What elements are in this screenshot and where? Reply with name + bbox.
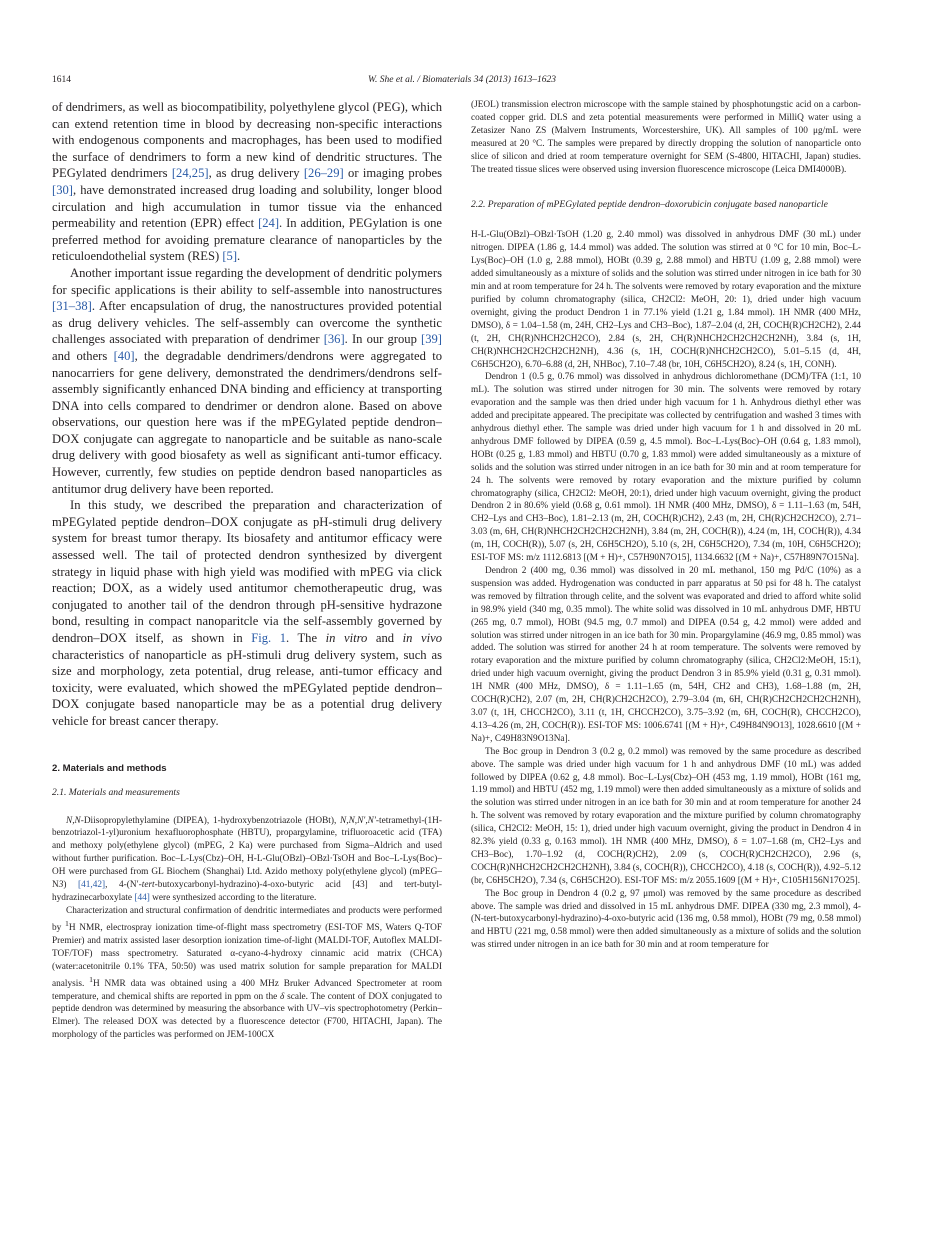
citation-link[interactable]: [40] bbox=[113, 348, 135, 363]
citation-link[interactable]: [39] bbox=[421, 332, 442, 347]
citation-link[interactable]: [44] bbox=[134, 893, 150, 903]
paragraph-characterization-continued: (JEOL) transmission electron microscope with the sample stained by phosphotungstic acid on a carbon-coated copper grid. DLS and zeta potential measurements were performed in MilliQ water using a Zetasizer Nano ZS (Malvern Instruments, Worcestershire, UK). All samples of 100 μg/mL were measured at 20 °C. The samples were prepared by directly dropping the solution of nanoparticle onto slice of silicon and dried at room temperature overnight for SEM (S-4800, HITACHI, Japan) studies. The treated tissue slices were observed using inversion fluorescence microscope (Leica DMI4000B). bbox=[471, 100, 861, 175]
subsection-heading: 2.1. Materials and measurements bbox=[52, 786, 180, 798]
running-header bbox=[52, 73, 872, 87]
journal-citation: W. She et al. / Biomaterials 34 (2013) 1613–1623 bbox=[367, 75, 557, 85]
page-number: 1614 bbox=[52, 75, 71, 85]
paragraph-dendron-3: Dendron 2 (400 mg, 0.36 mmol) was dissolved in 20 mL methanol, 150 mg Pd/C (10%) as a suspension was added. Hydrogenation was conducted in parr apparatus at 50 psi for 48 h. The catalyst was removed by filtration through celite, and the solvent was evaporated and dried to afford white solid in 98.9% yield (340 mg, 0.35 mmol). The white solid was dissolved in 10 mL anhydrous DMF, HBTU (265 mg, 0.7 mmol), HOBt (94.5 mg, 0.7 mmol) and DIPEA (0.54 g, 4.2 mmol) were added and solution was stirred under nitrogen in an ice bath for 30 min. Propargylamine (46.9 mg, 0.85 mmol) was added. The solution was stirred for another 24 h at room temperature. The solvents were removed by rotary evaporation and the mixture purified by column chromatography (silica, CH2Cl2:MeOH, 15:1), dried under high vacuum overnight, giving the product Dendron 3 in 85.9% yield (0.31 g, 0.31 mmol). 1H NMR (400 MHz, DMSO), δ = 1.11–1.65 (m, 54H, CH2 and CH3), 1.68–1.88 (m, 2H, COCH(R)CH2), 2.07 (m, 2H, CH(R)CH2CH2CO), 2.79–3.04 (m, 6H, CH(R)CH2CH2CH2CH2NH), 3.07 (t, 1H, CHCCH2CO), 3.11 (t, 1H, CHCCH2CO), 3.75–3.92 (m, 6H, COCH(R), CHCCH2CO), 4.13–4.26 (m, 2H, COCH(R)). ESI-TOF MS: 1006.6741 [(M + H)+, C49H84N9O13], 1028.6610 [(M + Na)+, C49H83N9O13Na]. bbox=[471, 566, 861, 744]
paragraph-characterization: Characterization and structural confirmation of dendritic intermediates and products were performed by $^1$H NMR, electrospray ionization time-of-flight mass spectrometry (ESI-TOF MS, Waters Q-TOF Premier) and matrix assisted laser desorption ionization time-of-light (MALDI-TOF, Autoflex MALDI-TOF/TOF) mass spectrometry. Saturated α-cyano-4-hydroxy cinnamic acid matrix (CHCA) (water:acetonitrile 0.1% TFA, 50:50) was used matrix solution for sample preparation for MALDI analysis. $^1$H NMR data was obtained using a 400 MHz Bruker Advanced Spectrometer at room temperature, and chemical shifts are reported in ppm on the δ scale. The content of DOX conjugated to peptide dendron was determined by measuring the absorbance with UV–vis spectrophotometry (Perkin–Elmer). The released DOX was detected by a fluorescence detector (F700, HITACHI, Japan). The morphology of the particles was performed on JEM-100CX bbox=[52, 905, 442, 1041]
citation-link[interactable]: [30] bbox=[52, 182, 73, 197]
citation-link[interactable]: [24] bbox=[258, 216, 280, 231]
paragraph-self-assembly: Another important issue regarding the development of dendritic polymers for specific applications is their ability to self-assemble into nanostructures [31–38]. After encapsulation of drug, the nanostructures provided potential as drug delivery vehicles. The self-assembly can overcome the synthetic challenges associated with preparation of dendrimer [36]. In our group [39] and others [40], the degradable dendrimers/dendrons were aggregated to nanocarriers for gene delivery, demonstrated the dendrimers/dendrons self-assembly significantly enhanced DNA binding and efficiency at transporting DNA into cells compared to dendrimer or dendron alone. Based on above observations, our question here was if the mPEGylated peptide dendron–DOX conjugate can aggregate to nanoparticle and be suitable as nano-scale drug delivery with good biosafety as well as significant anti-tumor efficacy. However, currently, few studies on peptide dendron based nanoparticles as antitumor drug delivery have been reported. bbox=[52, 265, 442, 496]
citation-link[interactable]: [41,42] bbox=[78, 880, 106, 891]
paragraph-dendron-5: The Boc group in Dendron 4 (0.2 g, 97 μmol) was removed by the same procedure as described above. The sample was dried and dissolved in 15 mL anhydrous DMF. DIPEA (330 mg, 2.3 mmol), 4-(N-tert-butoxycarbonyl-hydrazino)-4-oxo-butyric acid (136 mg, 0.58 mmol), HOBt (79 mg, 0.58 mmol) and HBTU (221 mg, 0.58 mmol) were then added simultaneously as a mixture of solids and the solution was stirred under nitrogen in an ice bath for 30 min and at room temperature for bbox=[471, 888, 861, 951]
paragraph-intro-continued: of dendrimers, as well as biocompatibility, polyethylene glycol (PEG), which can extend retention time in blood by decreasing non-specific interactions with endogenous components and macrophages, has been used to modified the surface of dendrimers to form a new kind of dendritic structures. The PEGylated dendrimers [24,25], as drug delivery [26–29] or imaging probes [30], have demonstrated increased drug loading and solubility, longer blood circulation and high accumulation in tumor tissue via the enhanced permeability and retention (EPR) effect [24]. In addition, PEGylation is one preferred method for avoiding premature clearance of nanoparticles by the reticuloendothelial system (RES) [5]. bbox=[52, 100, 442, 264]
figure-link[interactable]: Fig. 1 bbox=[251, 631, 286, 645]
paragraph-dendron-2: Dendron 1 (0.5 g, 0.76 mmol) was dissolved in anhydrous dichloromethane (DCM)/TFA (1:1, 10 mL). The solution was stirred under nitrogen for 30 min. The solvents were removed by rotary evaporation and the sample was then dried under high vacuum for 1 h. Anhydrous diethyl ether was added and precipitate appeared. The precipitate was collected by centrifugation and washed 3 times with anhydrous diethyl ether. The sample was dried under high vacuum for 1 h and dissolved in 20 mL anhydrous DMF followed by DIPEA (0.59 g, 4.5 mmol). Boc–L-Lys(Boc)–OH (0.64 g, 1.83 mmol), HOBt (0.25 g, 1.83 mmol) and HBTU (0.70 g, 1.83 mmol) were added simultaneously as a mixture of solids and the solution was stirred under nitrogen in an ice bath for 30 min and at room temperature for 24 h. The solvents were removed by rotary evaporation and the mixture purified by column chromatography (silica, CH2Cl2: MeOH, 20:1), dried under high vacuum overnight, giving the product Dendron 2 in 80.6% yield (0.68 g, 0.61 mmol). 1H NMR (400 MHz, DMSO), δ = 1.11–1.63 (m, 54H, CH2–Lys and CH3–Boc), 1.81–2.13 (m, 2H, COCH(R)CH2), 2.43 (m, 2H, CH(R)CH2CH2CO), 2.71–3.03 (m, 6H, CH(R)NHCH2CH2CH2CH2NH), 3.84 (m, 2H, COCH(R)), 4.24 (m, 1H, COCH(R)), 4.34 (m, 1H, COCH(R)), 5.07 (s, 2H, C6H5CH2O), 5.10 (s, 2H, C6H5CH2O), 7.34 (m, 10H, C6H5CH2O); ESI-TOF MS: m/z 1112.6813 [(M + H)+, C57H90N7O15], 1134.6632 [(M + Na)+, C57H89N7O15Na]. bbox=[471, 372, 861, 564]
citation-link[interactable]: [36] bbox=[323, 332, 345, 347]
section-heading: 2. Materials and methods bbox=[52, 762, 167, 774]
paragraph-dendron-1: H-L-Glu(OBzl)–OBzl·TsOH (1.20 g, 2.40 mmol) was dissolved in anhydrous DMF (30 mL) under nitrogen. DIPEA (1.86 g, 14.4 mmol) was added. The solution was stirred at 0 °C for 10 min, Boc–L-Lys(Boc)–OH (1.0 g, 2.88 mmol), HOBt (0.39 g, 2.88 mmol) and HBTU (1.09 g, 2.88 mmol) were added simultaneously as a mixture of solids and the solution was stirred under nitrogen in ice bath for 30 min and at room temperature for 24 h. The solvents were removed by rotary evaporation and the mixture purified by column chromatography (silica, CH2Cl2: MeOH, 20: 1), dried under high vacuum overnight, giving the product Dendron 1 in 77.1% yield (1.21 g, 1.84 mmol). 1H NMR (400 MHz, DMSO), δ = 1.04–1.58 (m, 24H, CH2–Lys and CH3–Boc), 1.87–2.04 (d, 2H, COCH(R)CH2CH2), 2.44 (t, 2H, CH(R)NHCH2CH2CO), 2.84 (s, 2H, CH(R)NHCH2CH2CH2CH2NH), 3.84 (s, 1H, CH(R)NHCH2CH2CH2CH2NH), 4.36 (s, 1H, COCH(R)NHCH2CH2CO), 5.01–5.15 (d, 4H, C6H5CH2O), 6.70–6.88 (d, 2H, NHBoc), 7.10–7.48 (br, 10H, C6H5CH2O), 8.24 (s, 1H, CONH). bbox=[471, 230, 861, 370]
citation-link[interactable]: [31–38] bbox=[52, 299, 92, 314]
citation-link[interactable]: [26–29] bbox=[303, 166, 344, 181]
left-column bbox=[52, 99, 442, 1209]
paragraph-dendron-4: The Boc group in Dendron 3 (0.2 g, 0.2 mmol) was removed by the same procedure as described above. The sample was dried under high vacuum for 1 h and anhydrous DMF (10 mL) was added followed by DIPEA (0.62 g, 4.8 mmol). Boc–L-Lys(Cbz)–OH (453 mg, 1.19 mmol), HOBt (161 mg, 1.19 mmol) and HBTU (452 mg, 1.19 mmol) were then added simultaneously as a mixture of solids and the solution was stirred under nitrogen in an ice bath for 30 min and at room temperature for another 24 h. The solvent was removed by rotary evaporation and the mixture purified by column chromatography (silica, CH2Cl2: MeOH, 15: 1), dried under high vacuum overnight, giving the product in Dendron 4 in 82.3% yield (0.33 g, 0.163 mmol). 1H NMR (400 MHz, DMSO), δ = 1.07–1.68 (m, CH2–Lys and CH3–Boc), 1.70–1.92 (d, COCH(R)CH2), 2.09 (s, COCH(R)CH2CH2CO), 2.96 (s, COCH(R)NHCH2CH2CH2CH2NH), 3.84 (s, COCH(R)), CHCCH2CO), 4.18 (s, COCH(R)), 4.92–5.12 (br, C6H5CH2O), 7.34 (s, C6H5CH2O). ESI-TOF MS: m/z 2055.1609 [(M + H)+, C105H156N17O25]. bbox=[471, 746, 861, 886]
citation-link[interactable]: [5] bbox=[222, 249, 238, 264]
subsection-heading: 2.2. Preparation of mPEGylated peptide dendron–doxorubicin conjugate based nanoparticle bbox=[471, 199, 828, 211]
paragraph-materials: N,N-Diisopropylethylamine (DIPEA), 1-hydroxybenzotriazole (HOBt), N,N,N′,N′-tetramethyl-(1H-benzotriazol-1-yl)uronium hexafluorophosphate (HBTU), propargylamine, trifluoroacetic acid (TFA) and methoxy poly(ethylene glycol) (mPEG, 2 Ka) were purchased from Sigma–Aldrich and used without further purification. Boc–L-Lys(Cbz)–OH, H-L-Glu(OBzl)–OBzl·TsOH and Boc–L-Lys(Boc)–OH were purchased from GL Biochem (Shanghai) Ltd. Azido methoxy poly(ethylene glycol) (mPEG–N3) [41,42], 4-(N′-tert-butoxycarbonyl-hydrazino)-4-oxo-butyric acid [43] and tert-butyl-hydrazinecarboxylate [44] were synthesized according to the literature. bbox=[52, 815, 442, 903]
right-column bbox=[471, 99, 861, 1209]
paragraph-this-study: In this study, we described the preparation and characterization of mPEGylated peptide dendron–DOX conjugate as pH-stimuli drug delivery system for breast tumor therapy. Its biosafety and antitumor efficacy were assessed well. The tail of protected dendron synthesized by divergent strategy in liquid phase with high yield was modified with mPEG via click reaction; DOX, as a widely used antitumor chemotherapeutic drug, was conjugated to another tail of the dendron through pH-sensitive hydrazone bond, resulting in compact nanoparitcle via the self-assembly governed by dendron–DOX itself, as shown in Fig. 1. The in vitro and in vivo characteristics of nanoparticle as pH-stimuli drug delivery system, such as size and morphology, zeta potential, drug release, anti-tumor efficacy and toxicity, were evaluated, which showed the mPEGylated peptide dendron–DOX conjugate based nanoparticle may be as a potential drug delivery vehicle for breast cancer therapy. bbox=[52, 498, 442, 728]
citation-link[interactable]: [24,25] bbox=[171, 166, 209, 181]
